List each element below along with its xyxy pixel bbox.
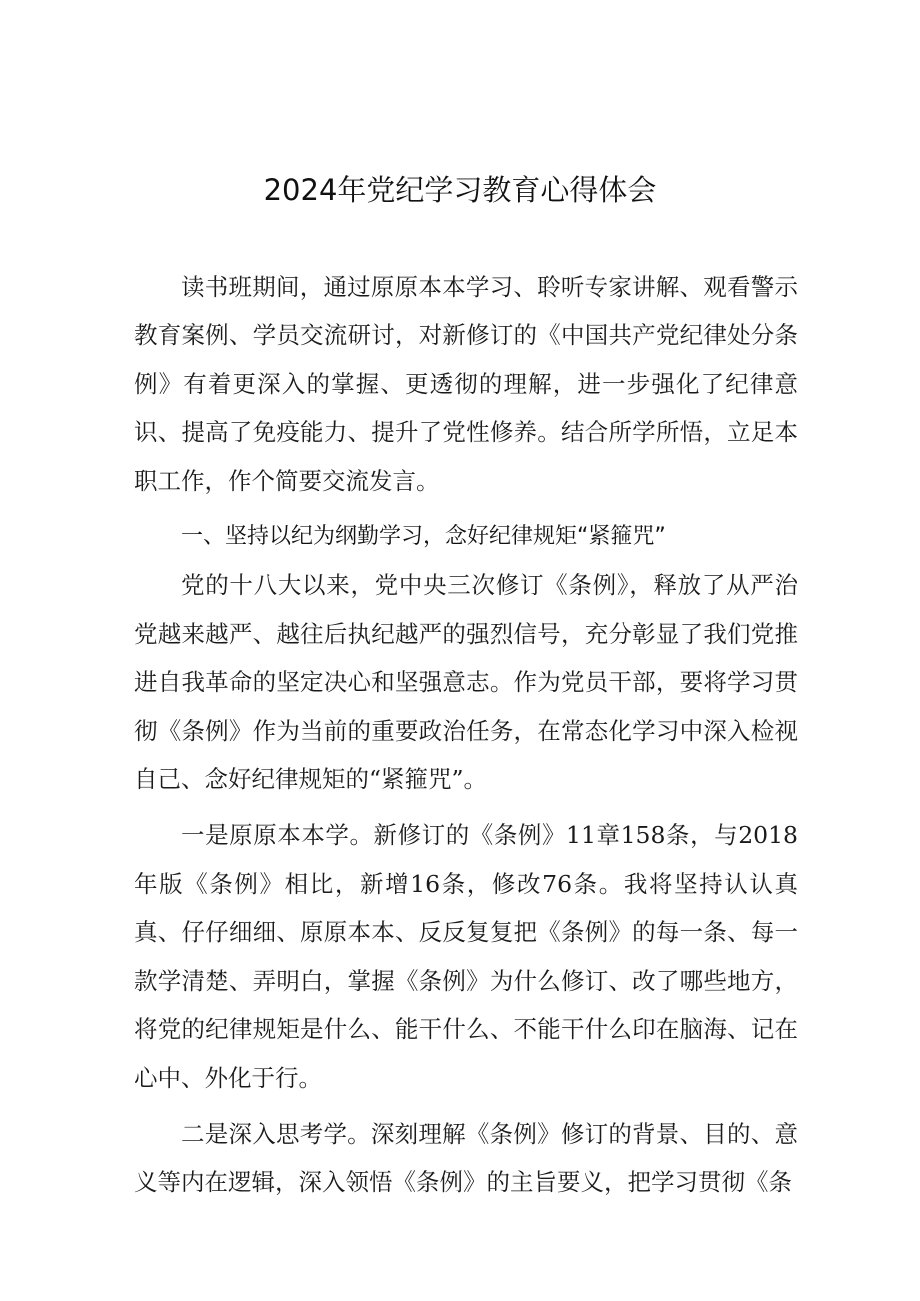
paragraph-intro: 读书班期间，通过原原本本学习、聆听专家讲解、观看警示教育案例、学员交流研讨，对新修订的《中国共产党纪律处分条例》有着更深入的掌握、更透彻的理解，进一步强化了纪律意识、提高了免疫能力、提升了党性修养。结合所学所悟，立足本职工作，作个简要交流发言。 [134, 273, 798, 495]
document-title: 2024年党纪学习教育心得体会 [263, 173, 657, 207]
paragraph-section-1: 党的十八大以来，党中央三次修订《条例》，释放了从严治党越来越严、越往后执纪越严的强烈信号，充分彰显了我们党推进自我革命的坚定决心和坚强意志。作为党员干部，要将学习贯彻《条例》作为当前的重要政治任务，在常态化学习中深入检视自己、念好纪律规矩的“紧箍咒”。 [134, 571, 798, 794]
paragraph-point-1: 一是原原本本学。新修订的《条例》11章158条，与2018年版《条例》相比，新增16条，修改76条。我将坚持认认真真、仔仔细细、原原本本、反反复复把《条例》的每一条、每一款学清楚、弄明白，掌握《条例》为什么修订、改了哪些地方，将党的纪律规矩是什么、能干什么、不能干什么印在脑海、记在心中、外化于行。 [134, 821, 798, 1092]
paragraph-point-2: 二是深入思考学。深刻理解《条例》修订的背景、目的、意义等内在逻辑，深入领悟《条例》的主旨要义，把学习贯彻《条 [134, 1119, 798, 1197]
document-body [134, 263, 798, 1207]
section-heading-1: 一、坚持以纪为纲勤学习，念好纪律规矩“紧箍咒” [181, 524, 666, 550]
